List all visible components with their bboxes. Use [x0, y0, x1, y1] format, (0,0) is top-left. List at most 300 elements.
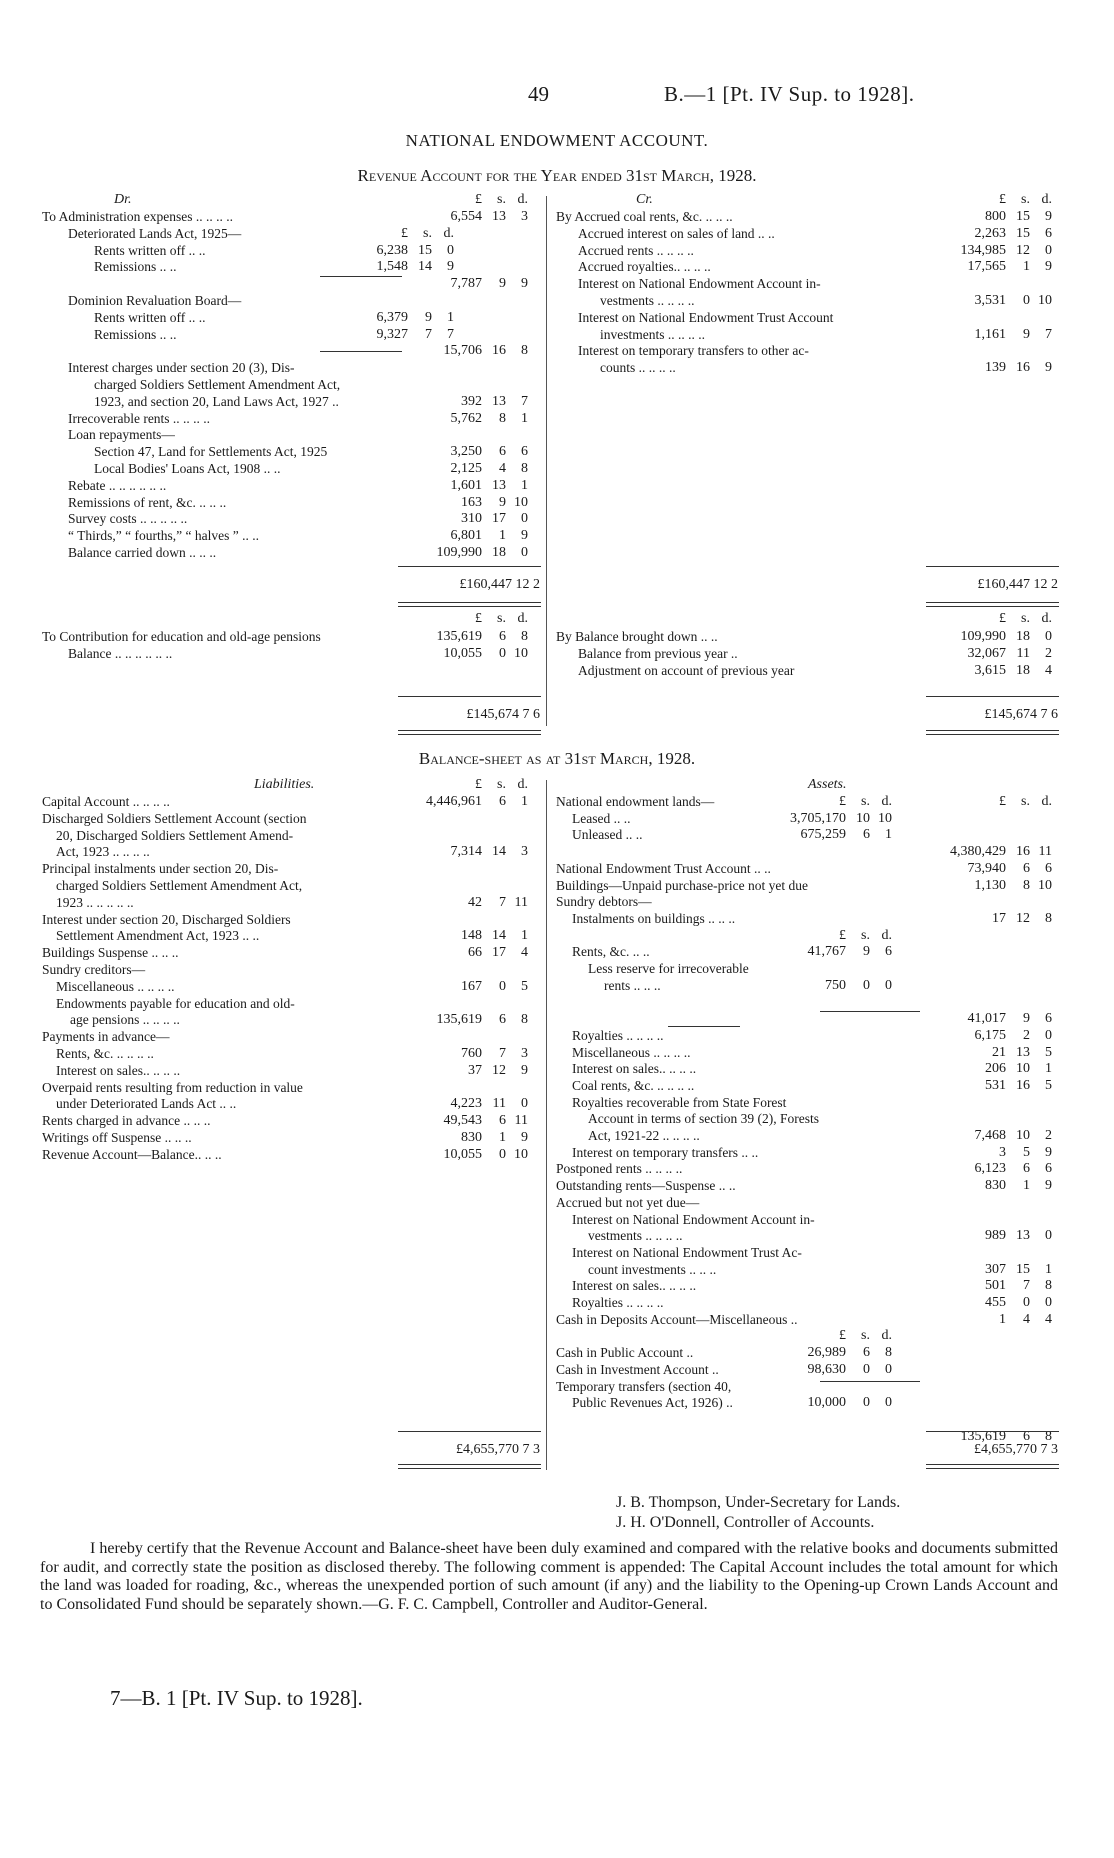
- total-double-rule: [926, 602, 1059, 607]
- asset-line-label: Sundry debtors—: [556, 894, 652, 910]
- currency-header-shillings: s.: [497, 611, 506, 626]
- dr-line-label: To Administration expenses .. .. .. ..: [42, 209, 234, 224]
- liability-line-label: Act, 1923 .. .. .. ..: [56, 844, 150, 860]
- asset-line-sub-shillings: 6: [863, 827, 870, 843]
- liability-line-label: Payments in advance—: [42, 1029, 170, 1045]
- liabilities-label: Liabilities.: [254, 777, 315, 792]
- asset-line-amount-pence: 5: [1045, 1044, 1052, 1060]
- dr-line-sub-pence: d.: [443, 225, 454, 241]
- dr-line-amount-pence: 10: [514, 494, 528, 510]
- currency-header-shillings: s.: [497, 192, 506, 207]
- asset-line-amount-pence: 1: [1045, 1261, 1052, 1277]
- asset-line-sub-pounds: 3,705,170: [790, 810, 846, 826]
- liability-line-amount-pounds: 760: [461, 1046, 482, 1061]
- liability-line-amount-pounds: 830: [461, 1130, 482, 1145]
- cr-line-amount-pounds: 139: [985, 360, 1006, 376]
- asset-line-label: Accrued but not yet due—: [556, 1194, 700, 1210]
- asset-line-label: Postponed rents .. .. .. ..: [556, 1161, 683, 1177]
- page-number: 49: [528, 82, 549, 106]
- cr2-line-amount-pence: 2: [1045, 645, 1052, 661]
- asset-line-amount-pence: 4: [1045, 1311, 1052, 1327]
- dr-line-amount-shillings: 6: [499, 444, 506, 460]
- asset-line-amount-pounds: 3: [999, 1144, 1006, 1160]
- cr-line-label: Accrued rents .. .. .. ..: [578, 242, 694, 258]
- liability-line-label: 1923 .. .. .. .. ..: [56, 894, 134, 910]
- dr-line-label: Deteriorated Lands Act, 1925—: [68, 225, 242, 241]
- liabilities-total: £4,655,770 7 3: [456, 1442, 540, 1457]
- liability-line-label: Buildings Suspense .. .. ..: [42, 945, 179, 961]
- cr-line-label: Accrued royalties.. .. .. ..: [578, 259, 711, 275]
- cr-line-amount-pence: 7: [1045, 326, 1052, 342]
- cr2-line-amount-shillings: 11: [1016, 645, 1030, 661]
- asset-line-label: Cash in Investment Account ..: [556, 1361, 719, 1377]
- asset-line-amount-pence: 0: [1045, 1295, 1052, 1310]
- liability-line-amount-pounds: 135,619: [436, 1012, 482, 1028]
- dr2-line-amount-shillings: 0: [499, 645, 506, 661]
- liability-line-amount-shillings: 7: [499, 1046, 506, 1061]
- asset-line-amount-pounds: 73,940: [967, 860, 1006, 876]
- asset-line-amount-pence: 8: [1045, 910, 1052, 926]
- dr-line-label: Remissions of rent, &c. .. .. ..: [68, 494, 227, 510]
- dr-line-label: charged Soldiers Settlement Amendment Act,: [94, 377, 341, 392]
- asset-line-amount-shillings: 0: [1023, 1295, 1030, 1310]
- cr-line-label: Accrued interest on sales of land .. ..: [578, 225, 775, 241]
- asset-line-label: Royalties .. .. .. ..: [572, 1027, 664, 1043]
- asset-line-amount-pounds: 6,123: [974, 1161, 1006, 1177]
- dr-line-amount-pounds: 7,787: [450, 276, 482, 292]
- asset-line-sub-shillings: 10: [856, 810, 870, 826]
- asset-line-amount-shillings: 2: [1023, 1027, 1030, 1043]
- cr2-line-amount-pence: 4: [1045, 662, 1052, 678]
- asset-line-label: Less reserve for irrecoverable: [588, 961, 749, 976]
- total-rule-top: [926, 566, 1059, 567]
- total-rule-top: [398, 696, 541, 697]
- asset-line-sub-shillings: 0: [863, 1395, 870, 1411]
- cr-line-amount-pounds: 134,985: [960, 242, 1006, 258]
- asset-line-sub-pence: d.: [881, 1328, 892, 1344]
- asset-line-amount-shillings: 10: [1016, 1061, 1030, 1077]
- liability-line-amount-shillings: 14: [492, 844, 506, 860]
- currency-header-pounds: £: [475, 777, 482, 792]
- dr-line-amount-shillings: 18: [492, 545, 506, 560]
- dr-line-amount-shillings: 13: [492, 209, 506, 224]
- asset-line-amount-pounds: 830: [985, 1178, 1006, 1194]
- dr-line-amount-shillings: 8: [499, 410, 506, 426]
- liability-line-label: charged Soldiers Settlement Amendment Act,: [56, 878, 303, 893]
- liability-line-amount-shillings: 12: [492, 1062, 506, 1078]
- dr-line-sub-shillings: 15: [418, 242, 432, 258]
- asset-line-sub-pounds: £: [839, 1328, 846, 1344]
- total-double-rule: [398, 730, 541, 735]
- asset-line-label: Instalments on buildings .. .. ..: [572, 910, 736, 926]
- cr-line-label: Interest on National Endowment Account in-: [578, 276, 821, 292]
- currency-header-pounds: £: [999, 611, 1006, 626]
- asset-line-label: Interest on sales.. .. .. ..: [572, 1061, 697, 1077]
- cr2-line-amount-pounds: 3,615: [974, 662, 1006, 678]
- asset-line-sub-pence: d.: [881, 927, 892, 943]
- liability-line-label: under Deteriorated Lands Act .. ..: [56, 1096, 237, 1112]
- asset-line-amount-pence: 8: [1045, 1428, 1052, 1444]
- asset-line-amount-pounds: 6,175: [974, 1027, 1006, 1043]
- assets-total: £4,655,770 7 3: [974, 1442, 1058, 1457]
- liability-line-amount-shillings: 0: [499, 1146, 506, 1162]
- asset-line-sub-pence: 0: [885, 1395, 892, 1411]
- dr-line-amount-pounds: 310: [461, 511, 482, 527]
- asset-line-label: Leased .. ..: [572, 810, 631, 826]
- asset-line-label: Rents, &c. .. ..: [572, 944, 650, 960]
- liability-line-label: Rents charged in advance .. .. ..: [42, 1113, 211, 1129]
- liability-line-label: Discharged Soldiers Settlement Account (section: [42, 810, 307, 826]
- asset-line-sub-shillings: s.: [861, 794, 870, 809]
- liability-line-amount-shillings: 0: [499, 978, 506, 994]
- asset-line-amount-pounds: 135,619: [960, 1428, 1006, 1444]
- asset-line-sub-pounds: £: [839, 927, 846, 943]
- asset-line-sub-pounds: 26,989: [807, 1345, 846, 1361]
- asset-line-amount-shillings: 16: [1016, 844, 1030, 860]
- dr-line-amount-pence: 1: [521, 477, 528, 493]
- liability-line-label: Interest under section 20, Discharged Soldiers: [42, 911, 291, 927]
- asset-line-sub-pounds: £: [839, 794, 846, 809]
- liability-line-label: age pensions .. .. .. ..: [70, 1012, 180, 1028]
- asset-line-amount-pence: 2: [1045, 1128, 1052, 1143]
- asset-line-label: Account in terms of section 39 (2), Forests: [588, 1111, 819, 1127]
- asset-line-amount-shillings: 13: [1016, 1044, 1030, 1060]
- dr-line-amount-pounds: 1,601: [450, 477, 482, 493]
- liability-line-amount-pence: 1: [521, 928, 528, 944]
- subtotal-rule: [668, 1026, 740, 1027]
- liability-line-amount-pence: 9: [521, 1062, 528, 1078]
- asset-line-label: Buildings—Unpaid purchase-price not yet due: [556, 877, 808, 893]
- dr-line-label: Section 47, Land for Settlements Act, 1925: [94, 444, 328, 460]
- liability-line-amount-shillings: 7: [499, 894, 506, 910]
- asset-line-sub-pence: 1: [885, 827, 892, 843]
- asset-line-label: Royalties .. .. .. ..: [572, 1295, 664, 1310]
- liability-line-label: Endowments payable for education and old-: [56, 995, 295, 1011]
- dr-line-amount-pounds: 392: [461, 393, 482, 409]
- liability-line-label: Capital Account .. .. .. ..: [42, 794, 170, 809]
- asset-line-amount-pence: 8: [1045, 1278, 1052, 1294]
- cr2-line-label: Balance from previous year ..: [578, 645, 738, 661]
- dr-line-amount-pounds: 163: [461, 494, 482, 510]
- currency-header-pounds: £: [999, 192, 1006, 207]
- asset-line-amount-shillings: 7: [1023, 1278, 1030, 1294]
- dr-line-label: Loan repayments—: [68, 427, 175, 443]
- dr-line-label: Remissions .. ..: [94, 259, 177, 275]
- liability-line-amount-shillings: 11: [492, 1096, 506, 1112]
- cr-line-amount-pence: 9: [1045, 360, 1052, 376]
- asset-line-label: Miscellaneous .. .. .. ..: [572, 1044, 691, 1060]
- liability-line-amount-shillings: 6: [499, 1012, 506, 1028]
- signature-controller: J. H. O'Donnell, Controller of Accounts.: [616, 1514, 875, 1531]
- dr-line-label: 1923, and section 20, Land Laws Act, 1927 ..: [94, 393, 339, 409]
- dr2-line-amount-pence: 10: [514, 645, 528, 661]
- asset-line-sub-shillings: 9: [863, 944, 870, 960]
- currency-header-pence: d.: [517, 777, 528, 792]
- currency-header-pence: d.: [517, 192, 528, 207]
- cr-line-amount-pence: 9: [1045, 209, 1052, 224]
- asset-line-label: Coal rents, &c. .. .. .. ..: [572, 1077, 695, 1093]
- dr-line-label: Interest charges under section 20 (3), Dis-: [68, 360, 295, 376]
- dr2-line-label: To Contribution for education and old-age pensions: [42, 629, 321, 644]
- total-rule-top: [398, 1431, 541, 1432]
- asset-line-amount-shillings: 6: [1023, 860, 1030, 876]
- asset-line-amount-pounds: 7,468: [974, 1128, 1006, 1143]
- dr-total-1: £160,447 12 2: [459, 577, 540, 592]
- audit-certificate: I hereby certify that the Revenue Account and Balance-sheet have been duly examined and compared with the relative books and documents submitted for audit, and correctly state the position as disclosed thereby. The following comment is appended: The Capital Account includes the total amount for which the land was loaded for roading, &c., whereas the unexpended portion of such amount (if any) and the liability to the Opening-up Crown Lands Account and to Consolidated Fund should be separately shown.—G. F. C. Campbell, Controller and Auditor-General.: [40, 1540, 1058, 1613]
- subtotal-rule: [320, 276, 402, 277]
- asset-line-sub-pounds: 675,259: [800, 827, 846, 843]
- cr2-line-label: Adjustment on account of previous year: [578, 662, 795, 678]
- dr-line-amount-pence: 0: [521, 545, 528, 560]
- dr2-line-label: Balance .. .. .. .. .. ..: [68, 645, 173, 661]
- cr-line-amount-pounds: 2,263: [974, 225, 1006, 241]
- liability-line-amount-shillings: 6: [499, 794, 506, 809]
- liability-line-label: 20, Discharged Soldiers Settlement Amend-: [56, 827, 294, 843]
- dr-line-label: Survey costs .. .. .. .. ..: [68, 511, 188, 527]
- dr-line-sub-shillings: 7: [425, 326, 432, 342]
- asset-line-sub-shillings: s.: [861, 1328, 870, 1344]
- liability-line-amount-shillings: 17: [492, 945, 506, 961]
- currency-header-shillings: s.: [497, 777, 506, 792]
- asset-line-amount-pence: 1: [1045, 1061, 1052, 1077]
- document-title: NATIONAL ENDOWMENT ACCOUNT.: [405, 131, 709, 150]
- asset-line-sub-pence: 6: [885, 944, 892, 960]
- asset-line-amount-shillings: 9: [1023, 1011, 1030, 1027]
- dr-line-amount-pence: 8: [521, 343, 528, 359]
- dr2-line-amount-pounds: 135,619: [436, 629, 482, 644]
- dr-line-label: “ Thirds,” “ fourths,” “ halves ” .. ..: [68, 528, 259, 544]
- cr2-line-amount-shillings: 18: [1016, 629, 1030, 644]
- dr-line-label: Rents written off .. ..: [94, 242, 206, 258]
- dr2-line-amount-pounds: 10,055: [443, 645, 482, 661]
- dr-line-sub-shillings: 14: [418, 259, 432, 275]
- liability-line-amount-pounds: 7,314: [450, 844, 482, 860]
- asset-line-amount-shillings: 13: [1016, 1228, 1030, 1244]
- cr-line-label: Interest on temporary transfers to other ac-: [578, 343, 809, 359]
- liability-line-amount-pounds: 167: [461, 978, 482, 994]
- liability-line-amount-pence: 3: [521, 1046, 528, 1061]
- dr-line-amount-shillings: 1: [499, 528, 506, 544]
- cr-line-label: vestments .. .. .. ..: [600, 293, 695, 308]
- cr-line-label: By Accrued coal rents, &c. .. .. ..: [556, 209, 733, 224]
- asset-line-amount-pence: 9: [1045, 1144, 1052, 1160]
- asset-line-amount-pounds: 41,017: [967, 1011, 1006, 1027]
- cr-line-amount-shillings: 12: [1016, 242, 1030, 258]
- cr-total-2: £145,674 7 6: [984, 707, 1058, 722]
- assets-label: Assets.: [808, 777, 847, 792]
- asset-line-sub-shillings: 0: [863, 1361, 870, 1377]
- dr-line-label: Balance carried down .. .. ..: [68, 545, 217, 560]
- dr-line-amount-pence: 9: [521, 276, 528, 292]
- dr-line-label: Irrecoverable rents .. .. .. ..: [68, 410, 211, 426]
- asset-line-sub-pounds: 41,767: [807, 944, 846, 960]
- dr-line-amount-pounds: 2,125: [450, 461, 482, 476]
- total-rule-top: [398, 566, 541, 567]
- asset-line-amount-shillings: 6: [1023, 1428, 1030, 1444]
- liability-line-amount-pence: 4: [521, 945, 528, 961]
- asset-line-amount-pence: 5: [1045, 1077, 1052, 1093]
- asset-line-sub-pounds: 98,630: [807, 1361, 846, 1377]
- cr-line-amount-pence: 10: [1038, 293, 1052, 308]
- liability-line-label: Interest on sales.. .. .. ..: [56, 1062, 181, 1078]
- asset-line-sub-shillings: 0: [863, 977, 870, 993]
- dr-line-amount-shillings: 9: [499, 494, 506, 510]
- subtotal-rule: [320, 351, 402, 352]
- asset-line-label: count investments .. .. ..: [588, 1261, 717, 1277]
- liability-line-amount-pounds: 66: [468, 945, 482, 961]
- dr-line-amount-pence: 9: [521, 528, 528, 544]
- liability-line-amount-pounds: 37: [468, 1062, 482, 1078]
- dr-label: Dr.: [114, 192, 132, 207]
- liability-line-label: Sundry creditors—: [42, 962, 146, 977]
- asset-line-amount-shillings: 6: [1023, 1161, 1030, 1177]
- asset-line-sub-shillings: 6: [863, 1345, 870, 1361]
- dr-line-amount-shillings: 4: [499, 461, 506, 476]
- cr2-line-label: By Balance brought down .. ..: [556, 629, 718, 644]
- liability-line-amount-pounds: 49,543: [443, 1113, 482, 1129]
- liability-line-label: Overpaid rents resulting from reduction in value: [42, 1079, 303, 1095]
- dr-line-amount-pounds: 109,990: [436, 545, 482, 560]
- liability-line-amount-pence: 10: [514, 1146, 528, 1162]
- liability-line-amount-pounds: 42: [468, 894, 482, 910]
- asset-line-amount-pounds: 531: [985, 1077, 1006, 1093]
- dr-line-label: Local Bodies' Loans Act, 1908 .. ..: [94, 461, 281, 476]
- dr2-line-amount-shillings: 6: [499, 629, 506, 644]
- signature-under-secretary: J. B. Thompson, Under-Secretary for Lands.: [616, 1494, 901, 1511]
- cr2-line-amount-shillings: 18: [1016, 662, 1030, 678]
- liability-line-amount-pounds: 148: [461, 928, 482, 944]
- asset-line-amount-pounds: £: [999, 794, 1006, 809]
- dr-line-sub-shillings: 9: [425, 309, 432, 325]
- dr-line-label: Rebate .. .. .. .. .. ..: [68, 477, 167, 493]
- liability-line-amount-pence: 8: [521, 1012, 528, 1028]
- dr-line-sub-pence: 9: [447, 259, 454, 275]
- asset-line-amount-pounds: 17: [992, 910, 1006, 926]
- asset-line-label: Cash in Deposits Account—Miscellaneous ..: [556, 1311, 798, 1327]
- asset-line-amount-pence: 6: [1045, 860, 1052, 876]
- cr2-line-amount-pounds: 109,990: [960, 629, 1006, 644]
- dr-line-amount-pounds: 6,801: [450, 528, 482, 544]
- dr2-line-amount-pence: 8: [521, 629, 528, 644]
- asset-line-sub-pence: d.: [881, 794, 892, 809]
- dr-line-sub-pounds: £: [401, 225, 408, 241]
- dr-line-label: Remissions .. ..: [94, 326, 177, 342]
- cr-line-amount-pence: 6: [1045, 225, 1052, 241]
- asset-line-amount-shillings: 1: [1023, 1178, 1030, 1194]
- dr-line-amount-pounds: 3,250: [450, 444, 482, 460]
- cr2-line-amount-pounds: 32,067: [967, 645, 1006, 661]
- cr-line-amount-shillings: 16: [1016, 360, 1030, 376]
- dr-line-sub-pounds: 9,327: [376, 326, 408, 342]
- cr-line-label: Interest on National Endowment Trust Account: [578, 309, 834, 325]
- cr-line-amount-pounds: 3,531: [974, 293, 1006, 308]
- cr-line-amount-pounds: 17,565: [967, 259, 1006, 275]
- currency-header-pounds: £: [475, 611, 482, 626]
- asset-line-label: Temporary transfers (section 40,: [556, 1378, 732, 1394]
- currency-header-pence: d.: [1041, 192, 1052, 207]
- dr-line-amount-shillings: 16: [492, 343, 506, 359]
- asset-line-label: Interest on National Endowment Trust Ac-: [572, 1244, 802, 1260]
- cr2-line-amount-pence: 0: [1045, 629, 1052, 644]
- liability-line-amount-pence: 11: [514, 894, 528, 910]
- dr-line-label: Dominion Revaluation Board—: [68, 293, 242, 308]
- asset-line-amount-pounds: 4,380,429: [950, 844, 1006, 860]
- dr-line-amount-pence: 1: [521, 410, 528, 426]
- dr-line-amount-shillings: 13: [492, 477, 506, 493]
- currency-header-shillings: s.: [1021, 192, 1030, 207]
- cr-line-amount-shillings: 0: [1023, 293, 1030, 308]
- asset-line-amount-pence: 6: [1045, 1161, 1052, 1177]
- cr-label: Cr.: [636, 192, 653, 207]
- asset-line-label: Outstanding rents—Suspense .. ..: [556, 1178, 736, 1194]
- cr-line-amount-shillings: 1: [1023, 259, 1030, 275]
- dr-line-amount-shillings: 9: [499, 276, 506, 292]
- dr-line-amount-pounds: 15,706: [443, 343, 482, 359]
- liability-line-label: Principal instalments under section 20, Dis-: [42, 861, 279, 877]
- asset-line-sub-pence: 0: [885, 1361, 892, 1377]
- liability-line-amount-pounds: 4,446,961: [426, 794, 482, 809]
- cr-line-amount-pence: 0: [1045, 242, 1052, 258]
- subtotal-rule: [820, 1381, 920, 1382]
- asset-line-amount-pence: 9: [1045, 1178, 1052, 1194]
- liability-line-amount-pence: 11: [514, 1113, 528, 1129]
- currency-header-pence: d.: [517, 611, 528, 626]
- asset-line-amount-pounds: 1,130: [974, 877, 1006, 893]
- asset-line-sub-pounds: 750: [825, 977, 846, 993]
- asset-line-amount-pounds: 21: [992, 1044, 1006, 1060]
- asset-line-label: National Endowment Trust Account .. ..: [556, 860, 771, 876]
- asset-line-amount-shillings: s.: [1021, 794, 1030, 809]
- asset-line-amount-shillings: 12: [1016, 910, 1030, 926]
- asset-line-label: Unleased .. ..: [572, 827, 643, 843]
- liability-line-amount-pence: 5: [521, 978, 528, 994]
- asset-line-label: National endowment lands—: [556, 794, 715, 809]
- asset-line-sub-pence: 10: [878, 810, 892, 826]
- revenue-subtitle: Revenue Account for the Year ended 31st March, 1928.: [357, 166, 757, 185]
- currency-header-shillings: s.: [1021, 611, 1030, 626]
- asset-line-amount-pence: 11: [1038, 844, 1052, 860]
- dr-line-sub-pounds: 6,238: [376, 242, 408, 258]
- asset-line-label: Public Revenues Act, 1926) ..: [572, 1395, 733, 1411]
- liability-line-amount-pounds: 10,055: [443, 1146, 482, 1162]
- total-double-rule: [398, 602, 541, 607]
- liability-line-amount-pence: 1: [521, 794, 528, 809]
- asset-line-amount-pence: 0: [1045, 1228, 1052, 1244]
- asset-line-sub-shillings: s.: [861, 927, 870, 943]
- asset-line-amount-shillings: 10: [1016, 1128, 1030, 1143]
- dr-line-amount-pence: 6: [521, 444, 528, 460]
- asset-line-amount-pounds: 501: [985, 1278, 1006, 1294]
- asset-line-amount-pence: 0: [1045, 1027, 1052, 1043]
- liability-line-label: Writings off Suspense .. .. ..: [42, 1130, 192, 1145]
- asset-line-amount-shillings: 16: [1016, 1077, 1030, 1093]
- dr-line-sub-pounds: 6,379: [376, 309, 408, 325]
- liability-line-label: Settlement Amendment Act, 1923 .. ..: [56, 928, 260, 944]
- total-double-rule: [398, 1464, 541, 1469]
- dr-line-amount-pounds: 5,762: [450, 410, 482, 426]
- balance-column-divider: [546, 780, 547, 1470]
- cr-line-amount-shillings: 15: [1016, 209, 1030, 224]
- asset-line-amount-pounds: 307: [985, 1261, 1006, 1277]
- asset-line-label: Royalties recoverable from State Forest: [572, 1094, 787, 1110]
- liability-line-amount-shillings: 1: [499, 1130, 506, 1145]
- asset-line-amount-shillings: 15: [1016, 1261, 1030, 1277]
- dr-line-amount-pence: 3: [521, 209, 528, 224]
- asset-line-label: Interest on sales.. .. .. ..: [572, 1278, 697, 1294]
- footer-reference: 7—B. 1 [Pt. IV Sup. to 1928].: [110, 1686, 363, 1710]
- dr-line-amount-shillings: 13: [492, 393, 506, 409]
- cr-total-1: £160,447 12 2: [977, 577, 1058, 592]
